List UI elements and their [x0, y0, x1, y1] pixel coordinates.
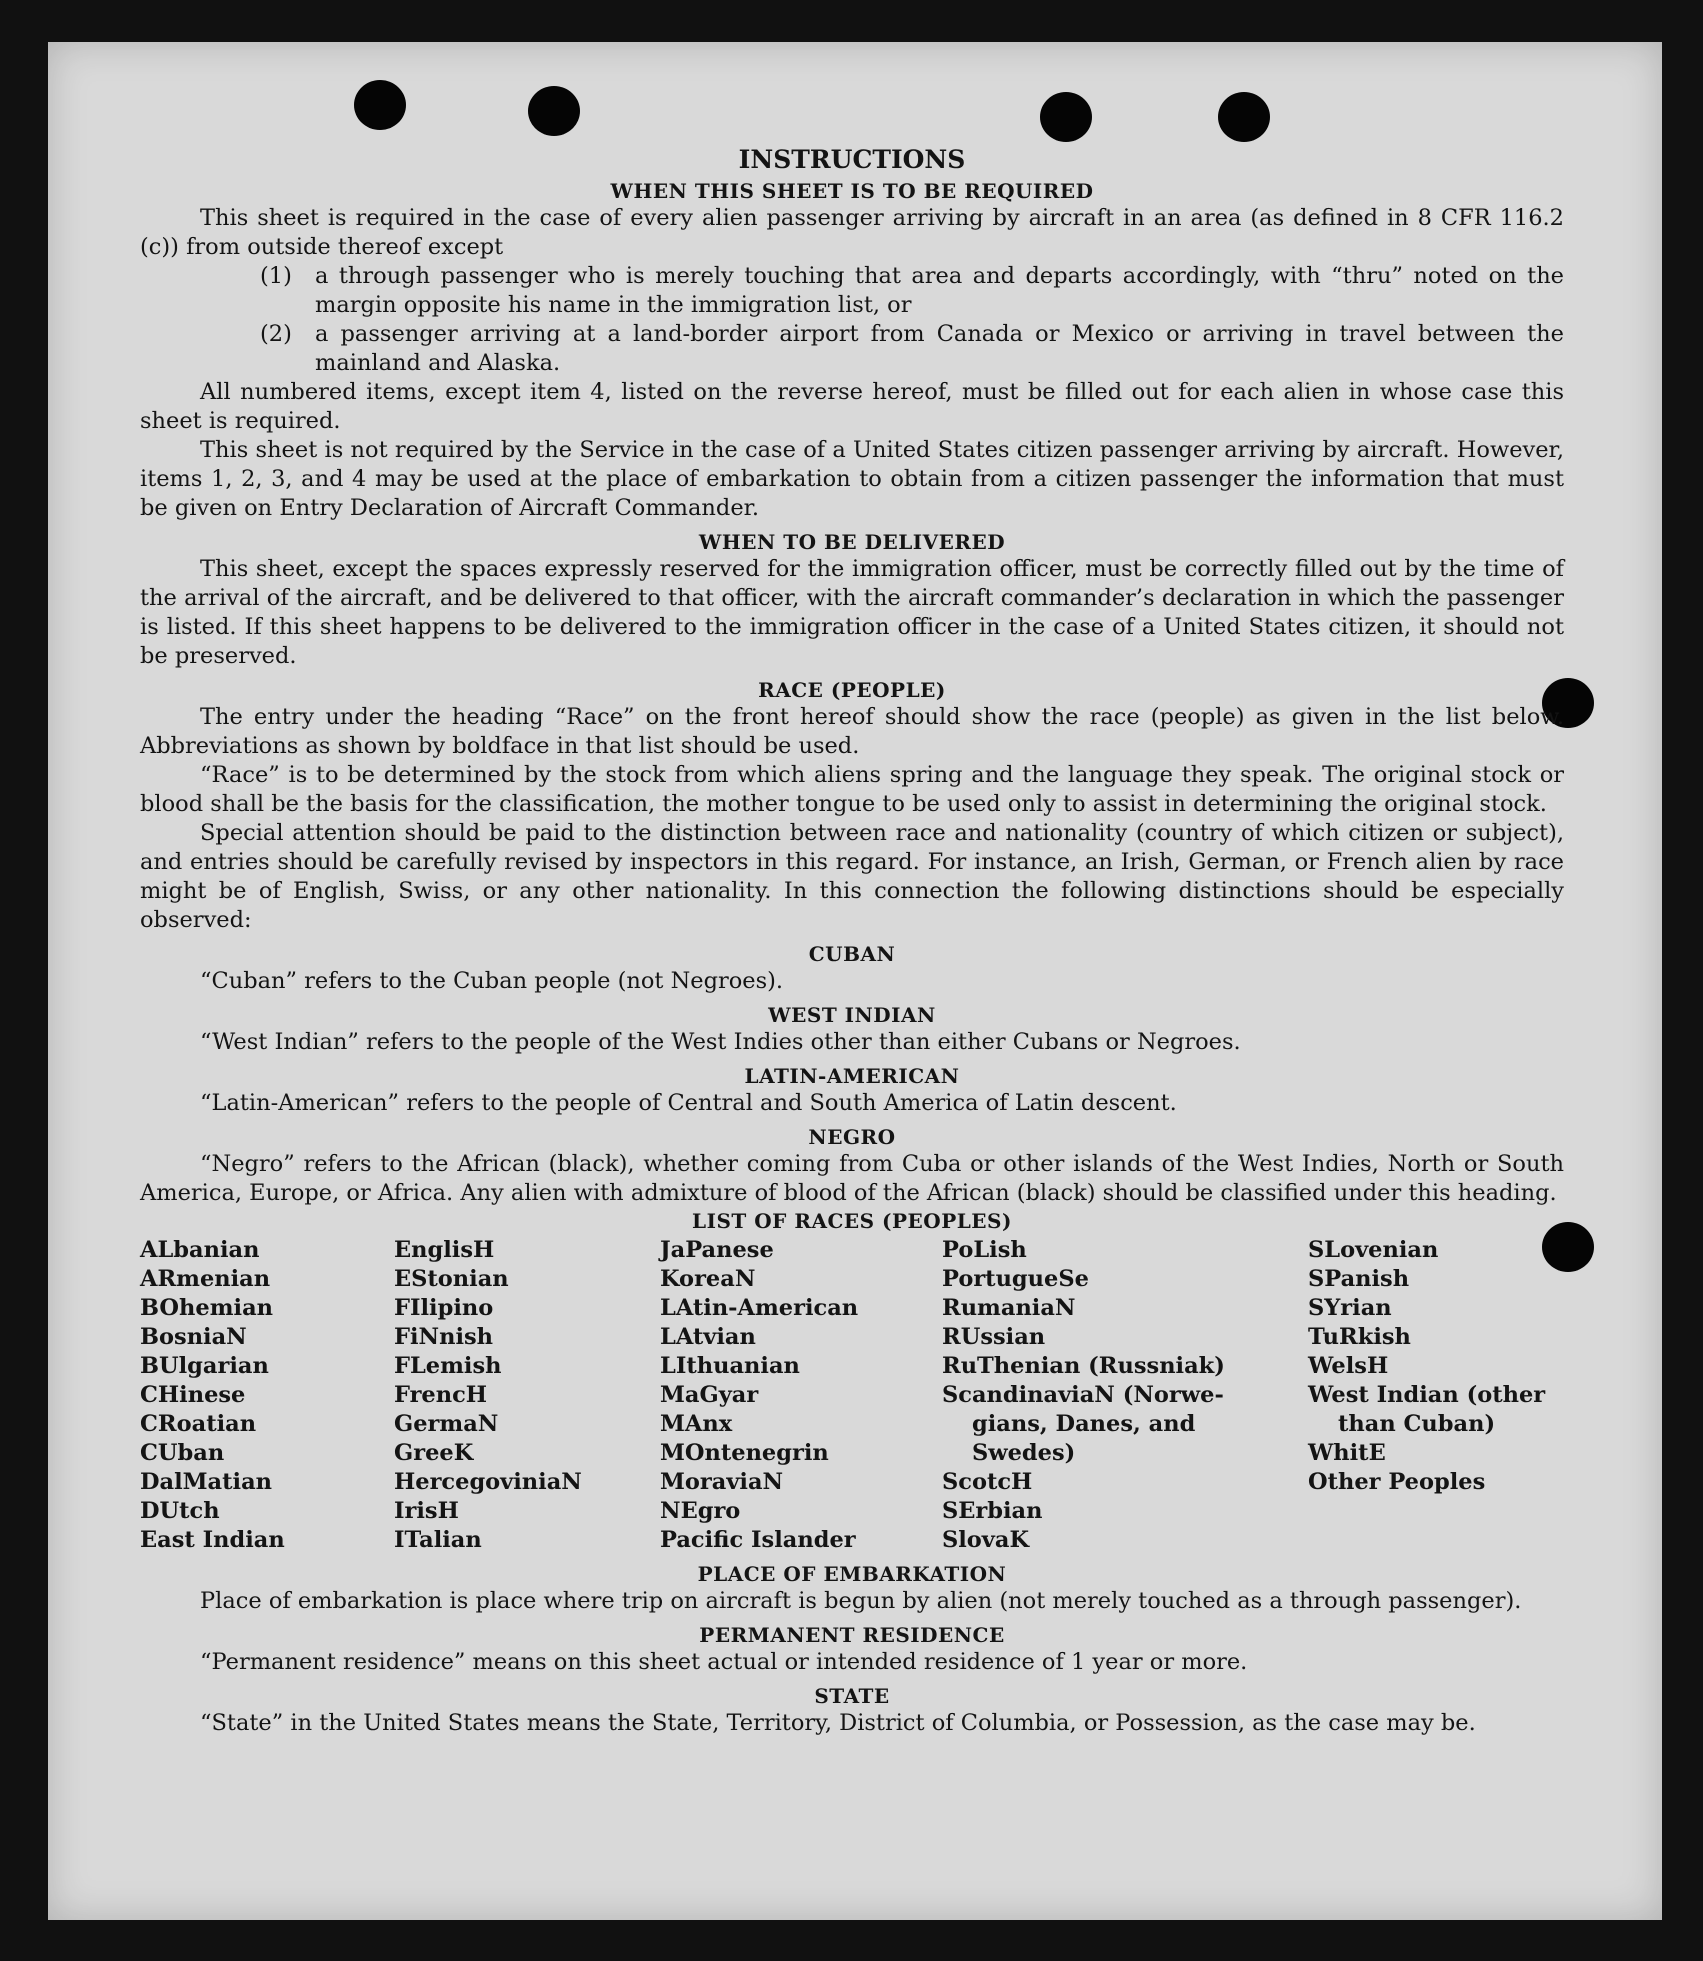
- paragraph: “Race” is to be determined by the stock from which aliens spring and the language they speak. The original stock or blood shall be the basis for the classification, the mother tongue to be used only to assist in determining the original stock.: [140, 762, 1564, 817]
- section-heading: NEGRO: [808, 1125, 896, 1149]
- races-column: [394, 1236, 660, 1555]
- race-entry: FIlipino: [394, 1295, 494, 1321]
- race-entry-continued: Swedes): [972, 1440, 1076, 1466]
- races-column: [1308, 1236, 1564, 1555]
- race-entry: LAtvian: [660, 1324, 756, 1350]
- race-entry-continued: gians, Danes, and: [972, 1411, 1196, 1437]
- paragraph: Special attention should be paid to the distinction between race and nationality (country of which citizen or subject), and entries should be carefully revised by inspectors in this regard. For instance, an Irish, German, or French alien by race might be of English, Swiss, or any other nationality. In this connection the following distinctions should be especially observed:: [140, 820, 1564, 933]
- document-page: [48, 42, 1662, 1920]
- paragraph: This sheet is not required by the Service in the case of a United States citizen passenger arriving by aircraft. However, items 1, 2, 3, and 4 may be used at the place of embarkation to obtain from a citizen passenger the information that must be given on Entry Declaration of Aircraft Commander.: [140, 437, 1564, 521]
- paragraph: This sheet is required in the case of every alien passenger arriving by aircraft in an area (as defined in 8 CFR 116.2 (c)) from outside thereof except: [140, 205, 1564, 260]
- race-entry: LIthuanian: [660, 1353, 800, 1379]
- race-entry: MaGyar: [660, 1382, 759, 1408]
- race-entry: EStonian: [394, 1266, 509, 1292]
- paragraph: “Negro” refers to the African (black), whether coming from Cuba or other islands of the West Indies, North or South America, Europe, or Africa. Any alien with admixture of blood of the African (black) should be classified under this heading.: [140, 1151, 1564, 1206]
- race-entry: GermaN: [394, 1411, 499, 1437]
- section-heading: WEST INDIAN: [768, 1003, 936, 1027]
- item-text: a through passenger who is merely touching that area and departs accordingly, with “thru” noted on the margin opposite his name in the immigration list, or: [315, 263, 1564, 318]
- race-entry: FrencH: [394, 1382, 488, 1408]
- race-entry: RUssian: [942, 1324, 1046, 1350]
- race-entry: East Indian: [140, 1527, 285, 1553]
- race-entry: MOntenegrin: [660, 1440, 829, 1466]
- races-list: [140, 1236, 1564, 1555]
- race-entry: Pacific Islander: [660, 1527, 856, 1553]
- race-entry: RuThenian (Russniak): [942, 1353, 1225, 1379]
- race-entry: WhitE: [1308, 1440, 1386, 1466]
- race-entry: KoreaN: [660, 1266, 756, 1292]
- page-title: INSTRUCTIONS: [738, 145, 966, 174]
- race-entry: CHinese: [140, 1382, 246, 1408]
- race-entry: ScandinaviaN (Norwe-: [942, 1382, 1224, 1408]
- race-entry: JaPanese: [660, 1237, 774, 1263]
- race-entry: PortugueSe: [942, 1266, 1089, 1292]
- paragraph: “Permanent residence” means on this sheet actual or intended residence of 1 year or more.: [200, 1649, 1248, 1675]
- race-entry: FiNnish: [394, 1324, 494, 1350]
- races-column: [140, 1236, 394, 1555]
- section-heading: WHEN TO BE DELIVERED: [698, 530, 1006, 554]
- race-entry: ARmenian: [140, 1266, 271, 1292]
- item-number: (1): [260, 263, 292, 289]
- race-entry: IrisH: [394, 1498, 459, 1524]
- race-entry: BosniaN: [140, 1324, 247, 1350]
- punch-hole: [1218, 92, 1270, 142]
- section-heading: PLACE OF EMBARKATION: [697, 1562, 1007, 1586]
- numbered-item: [260, 262, 1564, 320]
- section-heading: STATE: [814, 1684, 890, 1708]
- race-entry: SErbian: [942, 1498, 1043, 1524]
- numbered-item: [260, 320, 1564, 378]
- race-entry: NEgro: [660, 1498, 741, 1524]
- paragraph: This sheet, except the spaces expressly reserved for the immigration officer, must be correctly filled out by the time of the arrival of the aircraft, and be delivered to that officer, with the aircraft commander’s declaration in which the passenger is listed. If this sheet happens to be delivered to the immigration officer in the case of a United States citizen, it should not be preserved.: [140, 556, 1564, 669]
- race-entry: DUtch: [140, 1498, 220, 1524]
- paragraph: The entry under the heading “Race” on the front hereof should show the race (people) as given in the list below. Abbreviations as shown by boldface in that list should be used.: [140, 704, 1564, 759]
- races-column: [942, 1236, 1308, 1555]
- race-entry: CRoatian: [140, 1411, 257, 1437]
- punch-hole: [1040, 92, 1092, 142]
- race-entry: LAtin-American: [660, 1295, 859, 1321]
- race-entry: WelsH: [1308, 1353, 1389, 1379]
- item-text: a passenger arriving at a land-border airport from Canada or Mexico or arriving in travel between the mainland and Alaska.: [315, 321, 1564, 376]
- section-heading: CUBAN: [808, 942, 896, 966]
- race-entry: RumaniaN: [942, 1295, 1076, 1321]
- punch-hole: [354, 80, 406, 130]
- race-entry: BOhemian: [140, 1295, 274, 1321]
- race-entry: Other Peoples: [1308, 1469, 1486, 1495]
- race-entry: ALbanian: [140, 1237, 260, 1263]
- punch-hole: [528, 86, 580, 136]
- race-entry: MAnx: [660, 1411, 733, 1437]
- race-entry: DalMatian: [140, 1469, 273, 1495]
- section-heading: LATIN-AMERICAN: [744, 1064, 960, 1088]
- race-entry: SlovaK: [942, 1527, 1030, 1553]
- section-heading: PERMANENT RESIDENCE: [699, 1623, 1005, 1647]
- paragraph: Place of embarkation is place where trip on aircraft is begun by alien (not merely touched as a through passenger).: [200, 1588, 1522, 1614]
- paragraph: “Latin-American” refers to the people of Central and South America of Latin descent.: [200, 1090, 1177, 1116]
- race-entry: EnglisH: [394, 1237, 495, 1263]
- race-entry: ITalian: [394, 1527, 482, 1553]
- race-entry: SLovenian: [1308, 1237, 1439, 1263]
- race-entry: ScotcH: [942, 1469, 1033, 1495]
- race-entry-continued: than Cuban): [1338, 1411, 1496, 1437]
- race-entry: PoLish: [942, 1237, 1027, 1263]
- race-entry: MoraviaN: [660, 1469, 784, 1495]
- section-heading: RACE (PEOPLE): [758, 678, 946, 702]
- item-number: (2): [260, 321, 292, 347]
- section-heading: LIST OF RACES (PEOPLES): [692, 1209, 1012, 1233]
- paragraph: “West Indian” refers to the people of the West Indies other than either Cubans or Negroes.: [200, 1029, 1241, 1055]
- paragraph: “Cuban” refers to the Cuban people (not Negroes).: [200, 968, 784, 994]
- paragraph: “State” in the United States means the State, Territory, District of Columbia, or Possession, as the case may be.: [200, 1710, 1476, 1736]
- race-entry: SYrian: [1308, 1295, 1392, 1321]
- races-column: [660, 1236, 942, 1555]
- section-heading: WHEN THIS SHEET IS TO BE REQUIRED: [610, 179, 1094, 203]
- race-entry: SPanish: [1308, 1266, 1410, 1292]
- race-entry: HercegoviniaN: [394, 1469, 582, 1495]
- race-entry: BUlgarian: [140, 1353, 269, 1379]
- paragraph: All numbered items, except item 4, listed on the reverse hereof, must be filled out for each alien in whose case this sheet is required.: [140, 379, 1564, 434]
- document-content: [140, 142, 1564, 1738]
- race-entry: GreeK: [394, 1440, 474, 1466]
- race-entry: West Indian (other: [1308, 1382, 1546, 1408]
- race-entry: CUban: [140, 1440, 225, 1466]
- race-entry: TuRkish: [1308, 1324, 1411, 1350]
- race-entry: FLemish: [394, 1353, 502, 1379]
